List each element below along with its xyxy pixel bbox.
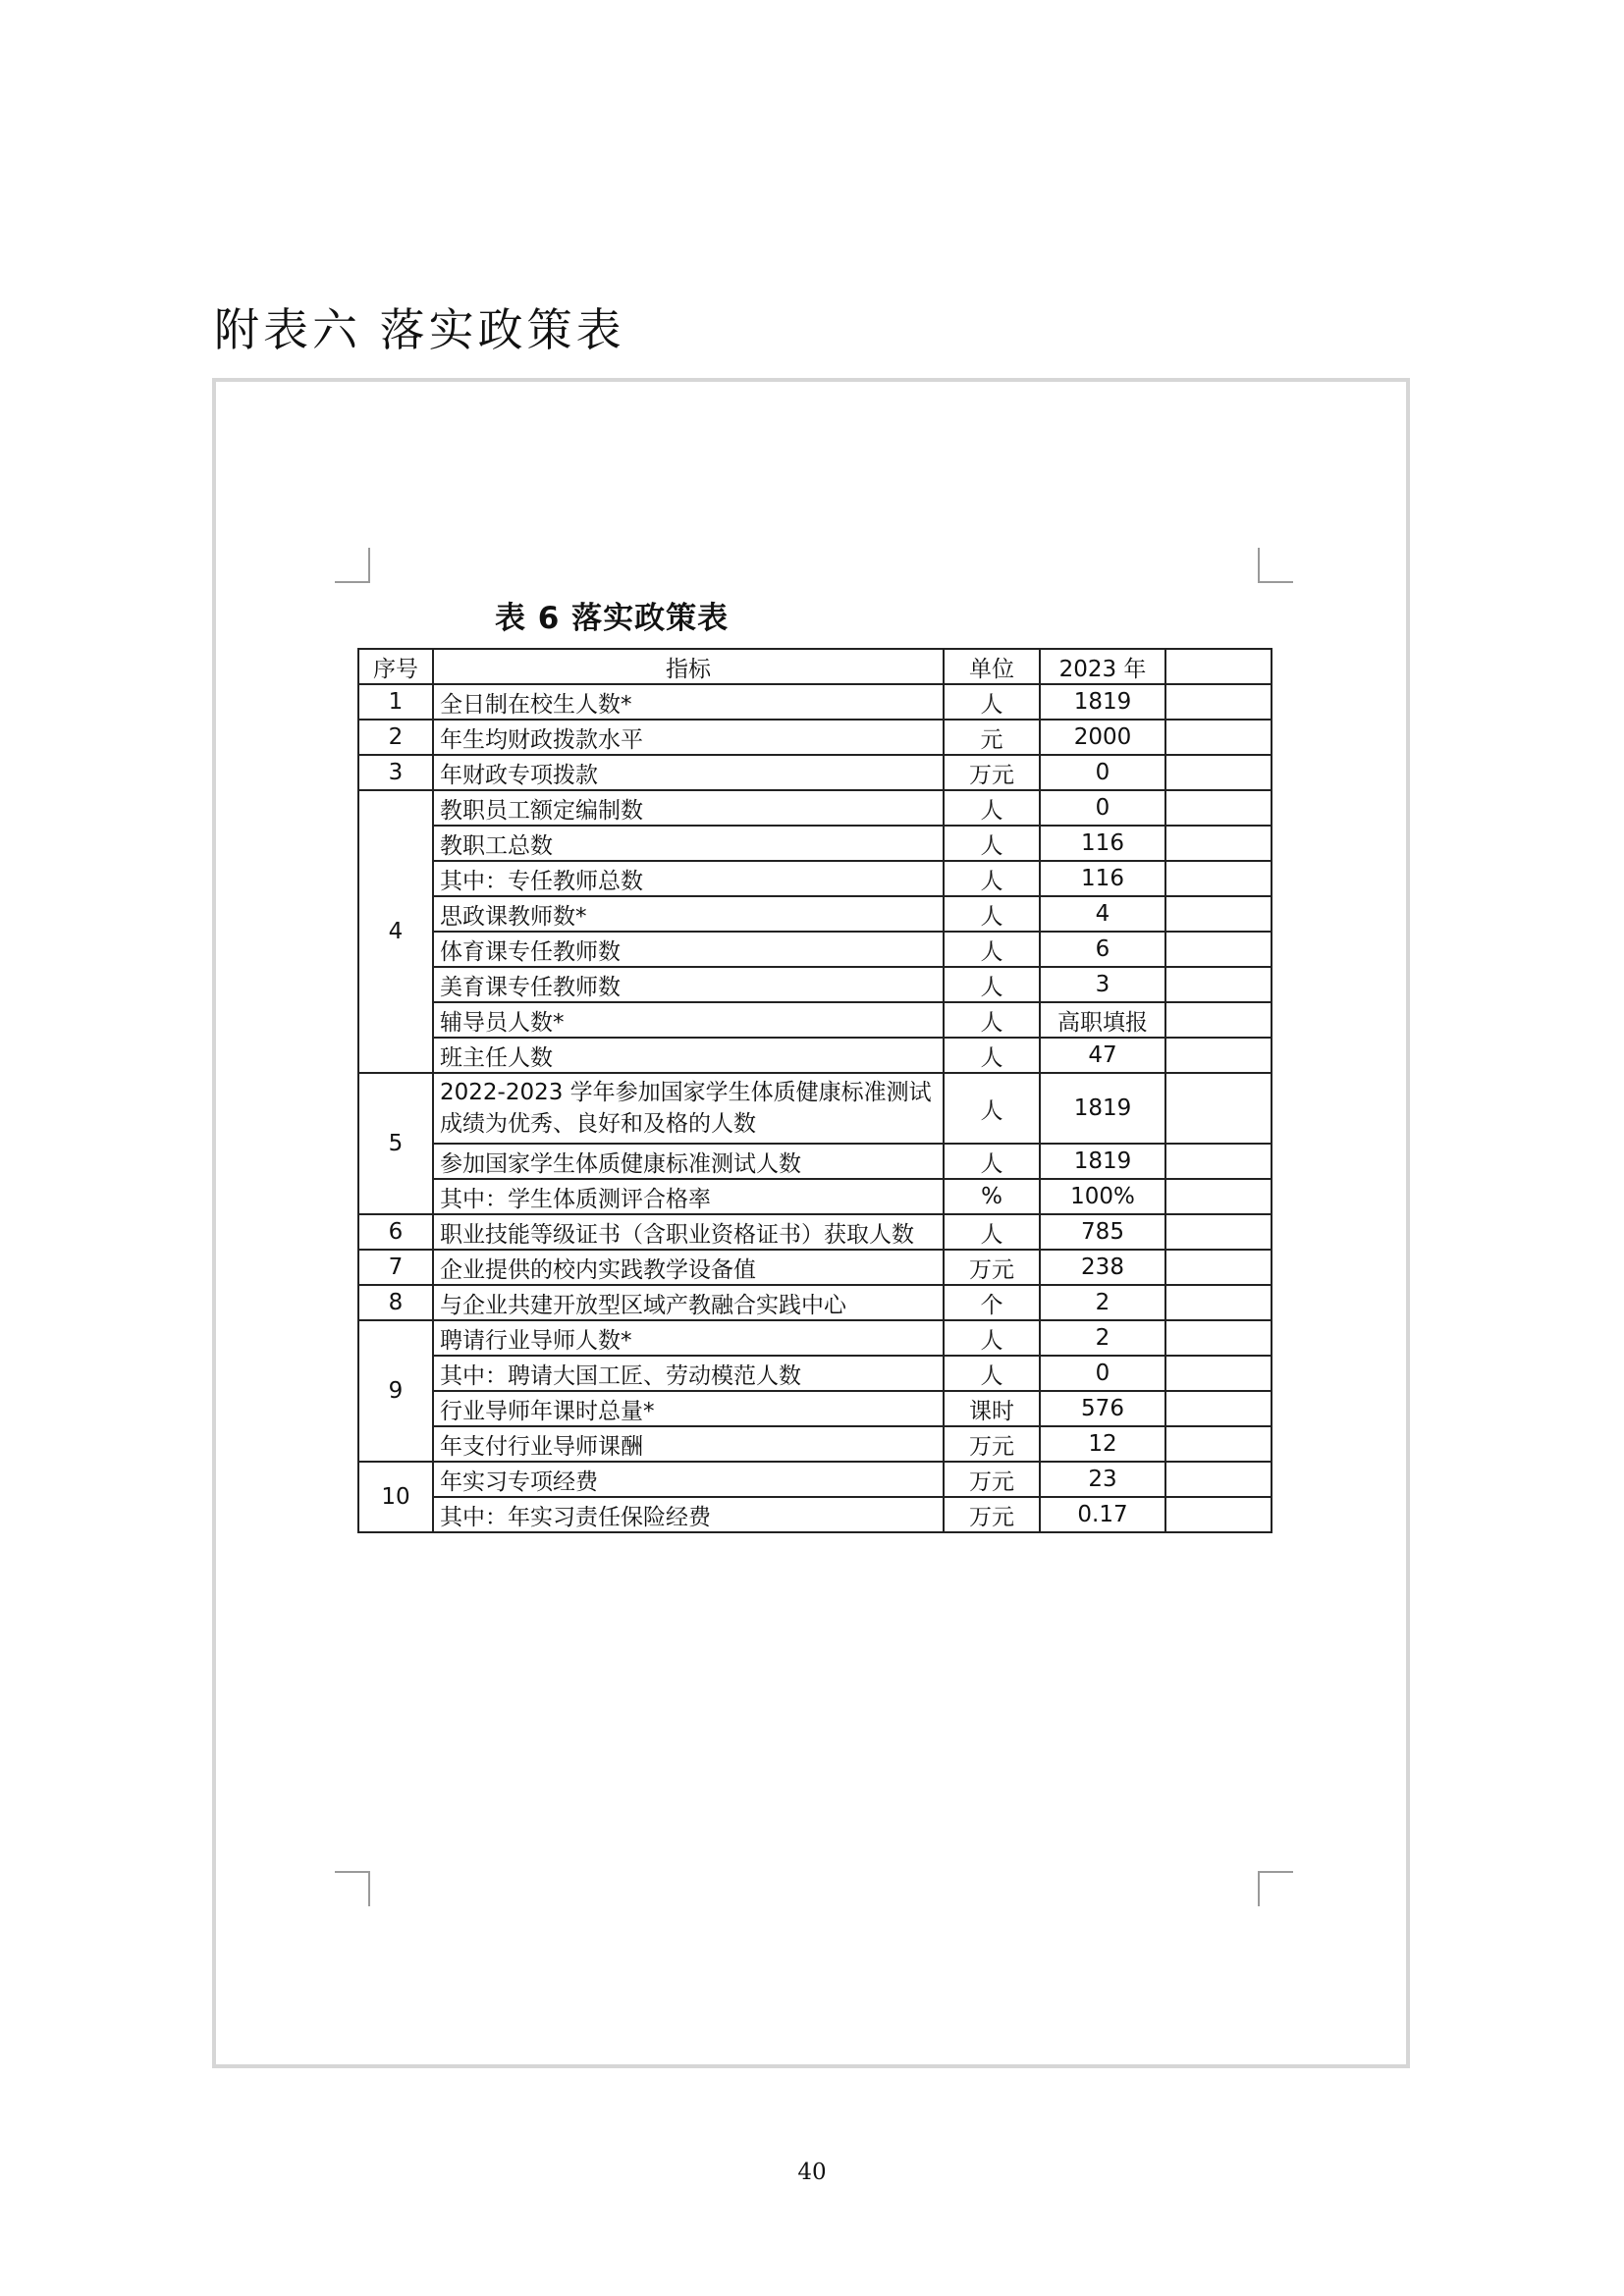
page-number: 40	[797, 2160, 827, 2185]
row-indicator: 辅导员人数*	[433, 1002, 944, 1038]
table-row	[358, 1426, 1272, 1462]
row-unit: %	[944, 1179, 1040, 1214]
row-seq: 3	[358, 755, 433, 790]
row-value: 6	[1040, 932, 1165, 967]
crop-mark-top-left	[335, 548, 370, 583]
row-seq: 8	[358, 1285, 433, 1320]
row-unit: 人	[944, 896, 1040, 932]
row-indicator: 行业导师年课时总量*	[433, 1391, 944, 1426]
row-value: 116	[1040, 861, 1165, 896]
row-indicator: 其中：聘请大国工匠、劳动模范人数	[433, 1356, 944, 1391]
row-extra	[1165, 1497, 1272, 1532]
row-extra	[1165, 896, 1272, 932]
row-value: 12	[1040, 1426, 1165, 1462]
row-extra	[1165, 1356, 1272, 1391]
row-extra	[1165, 1320, 1272, 1356]
row-extra	[1165, 684, 1272, 720]
row-unit: 人	[944, 790, 1040, 826]
row-value: 100%	[1040, 1179, 1165, 1214]
row-indicator: 2022-2023 学年参加国家学生体质健康标准测试成绩为优秀、良好和及格的人数	[433, 1073, 944, 1144]
row-unit: 万元	[944, 1250, 1040, 1285]
row-extra	[1165, 1462, 1272, 1497]
row-seq: 9	[358, 1320, 433, 1462]
row-indicator: 其中：年实习责任保险经费	[433, 1497, 944, 1532]
row-unit: 人	[944, 1073, 1040, 1144]
row-unit: 人	[944, 1038, 1040, 1073]
row-unit: 课时	[944, 1391, 1040, 1426]
table-row	[358, 1320, 1272, 1356]
header-seq: 序号	[358, 649, 433, 684]
row-unit: 人	[944, 1320, 1040, 1356]
row-value: 0	[1040, 790, 1165, 826]
row-value: 116	[1040, 826, 1165, 861]
table-row	[358, 1462, 1272, 1497]
crop-mark-bottom-left	[335, 1871, 370, 1906]
row-indicator: 参加国家学生体质健康标准测试人数	[433, 1144, 944, 1179]
row-indicator: 其中：专任教师总数	[433, 861, 944, 896]
row-unit: 人	[944, 1214, 1040, 1250]
row-extra	[1165, 720, 1272, 755]
row-extra	[1165, 1073, 1272, 1144]
row-value: 2	[1040, 1285, 1165, 1320]
row-value: 1819	[1040, 684, 1165, 720]
header-indicator: 指标	[433, 649, 944, 684]
row-indicator: 思政课教师数*	[433, 896, 944, 932]
row-value: 0	[1040, 1356, 1165, 1391]
table-row	[358, 1250, 1272, 1285]
row-extra	[1165, 967, 1272, 1002]
row-indicator: 年财政专项拨款	[433, 755, 944, 790]
table-row	[358, 720, 1272, 755]
row-extra	[1165, 1285, 1272, 1320]
table-row	[358, 826, 1272, 861]
row-seq: 6	[358, 1214, 433, 1250]
table-row	[358, 1214, 1272, 1250]
row-extra	[1165, 861, 1272, 896]
row-indicator: 聘请行业导师人数*	[433, 1320, 944, 1356]
row-value: 3	[1040, 967, 1165, 1002]
row-extra	[1165, 1038, 1272, 1073]
row-value: 785	[1040, 1214, 1165, 1250]
row-seq: 1	[358, 684, 433, 720]
row-value: 2	[1040, 1320, 1165, 1356]
row-indicator: 职业技能等级证书（含职业资格证书）获取人数	[433, 1214, 944, 1250]
row-extra	[1165, 932, 1272, 967]
row-seq: 4	[358, 790, 433, 1073]
table-row	[358, 790, 1272, 826]
row-unit: 人	[944, 967, 1040, 1002]
row-extra	[1165, 790, 1272, 826]
row-unit: 人	[944, 932, 1040, 967]
row-unit: 个	[944, 1285, 1040, 1320]
row-value: 高职填报	[1040, 1002, 1165, 1038]
row-unit: 万元	[944, 755, 1040, 790]
page-heading: 附表六 落实政策表	[214, 303, 625, 356]
table-row	[358, 932, 1272, 967]
row-unit: 人	[944, 1002, 1040, 1038]
table-row	[358, 1002, 1272, 1038]
row-unit: 万元	[944, 1497, 1040, 1532]
row-indicator: 企业提供的校内实践教学设备值	[433, 1250, 944, 1285]
row-extra	[1165, 1144, 1272, 1179]
row-value: 238	[1040, 1250, 1165, 1285]
row-indicator: 与企业共建开放型区域产教融合实践中心	[433, 1285, 944, 1320]
row-value: 1819	[1040, 1073, 1165, 1144]
row-unit: 万元	[944, 1426, 1040, 1462]
row-indicator: 其中：学生体质测评合格率	[433, 1179, 944, 1214]
row-seq: 7	[358, 1250, 433, 1285]
row-extra	[1165, 1391, 1272, 1426]
table-row	[358, 684, 1272, 720]
row-unit: 人	[944, 1144, 1040, 1179]
row-value: 0	[1040, 755, 1165, 790]
row-value: 23	[1040, 1462, 1165, 1497]
row-indicator: 年实习专项经费	[433, 1462, 944, 1497]
table-title: 表 6 落实政策表	[495, 601, 730, 636]
table-row	[358, 1285, 1272, 1320]
row-indicator: 教职工总数	[433, 826, 944, 861]
row-unit: 万元	[944, 1462, 1040, 1497]
table-row	[358, 1391, 1272, 1426]
row-value: 0.17	[1040, 1497, 1165, 1532]
row-extra	[1165, 1002, 1272, 1038]
row-indicator: 年生均财政拨款水平	[433, 720, 944, 755]
row-unit: 元	[944, 720, 1040, 755]
table-row	[358, 967, 1272, 1002]
row-indicator: 年支付行业导师课酬	[433, 1426, 944, 1462]
row-indicator: 班主任人数	[433, 1038, 944, 1073]
table-row	[358, 1497, 1272, 1532]
crop-mark-bottom-right	[1258, 1871, 1293, 1906]
row-unit: 人	[944, 861, 1040, 896]
row-value: 4	[1040, 896, 1165, 932]
row-seq: 10	[358, 1462, 433, 1532]
row-unit: 人	[944, 826, 1040, 861]
row-extra	[1165, 826, 1272, 861]
table-row	[358, 861, 1272, 896]
table-row	[358, 1144, 1272, 1179]
row-indicator: 体育课专任教师数	[433, 932, 944, 967]
table-row	[358, 1038, 1272, 1073]
row-value: 1819	[1040, 1144, 1165, 1179]
row-indicator: 教职员工额定编制数	[433, 790, 944, 826]
table-row	[358, 896, 1272, 932]
row-seq: 2	[358, 720, 433, 755]
row-unit: 人	[944, 684, 1040, 720]
header-extra	[1165, 649, 1272, 684]
row-extra	[1165, 1426, 1272, 1462]
row-unit: 人	[944, 1356, 1040, 1391]
table-row	[358, 1179, 1272, 1214]
row-seq: 5	[358, 1073, 433, 1214]
row-value: 47	[1040, 1038, 1165, 1073]
policy-table	[357, 648, 1272, 1533]
row-extra	[1165, 1250, 1272, 1285]
row-value: 2000	[1040, 720, 1165, 755]
row-indicator: 美育课专任教师数	[433, 967, 944, 1002]
row-extra	[1165, 1179, 1272, 1214]
row-value: 576	[1040, 1391, 1165, 1426]
row-indicator: 全日制在校生人数*	[433, 684, 944, 720]
table-row	[358, 1356, 1272, 1391]
row-extra	[1165, 1214, 1272, 1250]
header-year: 2023 年	[1040, 649, 1165, 684]
table-row	[358, 1073, 1272, 1144]
table-row	[358, 755, 1272, 790]
table-header-row	[358, 649, 1272, 684]
row-extra	[1165, 755, 1272, 790]
header-unit: 单位	[944, 649, 1040, 684]
crop-mark-top-right	[1258, 548, 1293, 583]
